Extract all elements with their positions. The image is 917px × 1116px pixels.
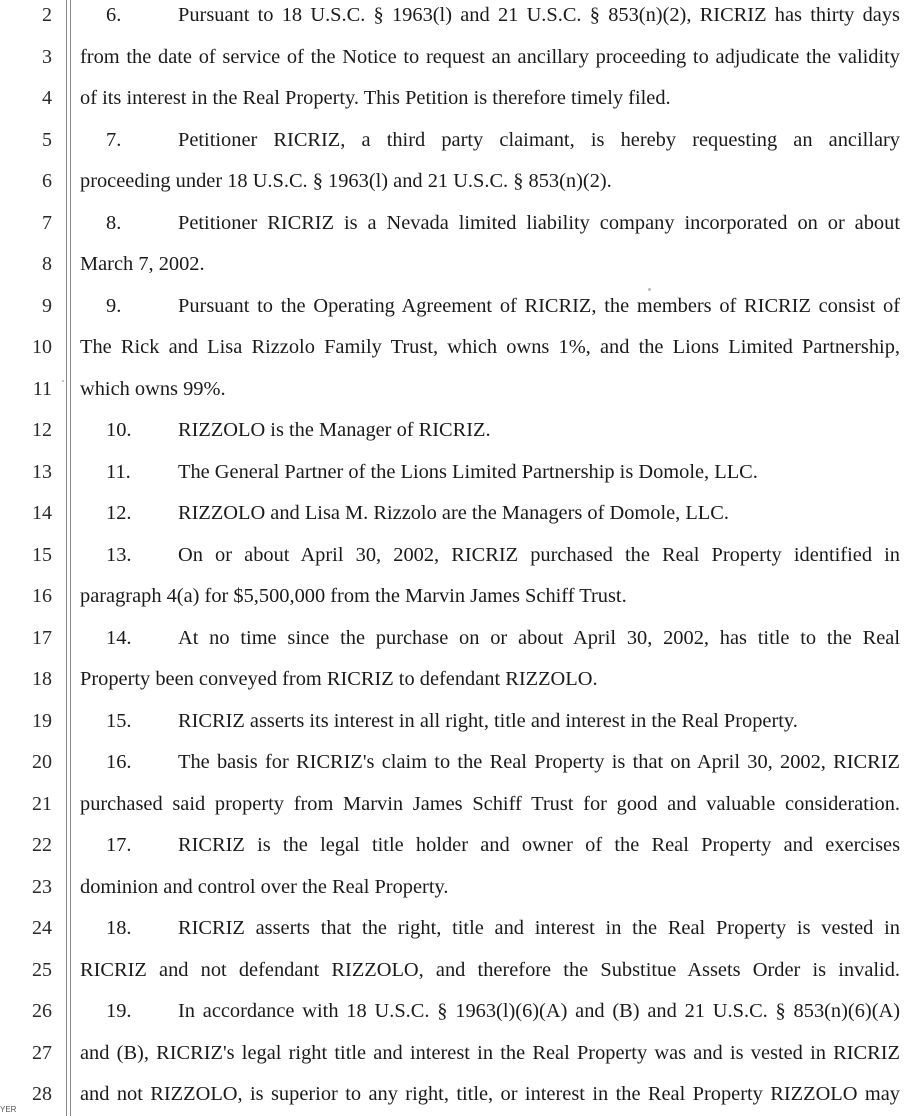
text-line: [80, 377, 900, 401]
line-text: The Rick and Lisa Rizzolo Family Trust, which owns 1%, and the Lions Limited Partnership,: [80, 336, 900, 358]
left-margin-rule-inner: [70, 0, 71, 1116]
line-number: 23: [32, 875, 52, 898]
text-line: [80, 626, 900, 650]
line-text: RICRIZ is the legal title holder and owner of the Real Property and exercises: [178, 834, 900, 856]
text-line: [80, 875, 900, 899]
paragraph-number: 15.: [106, 709, 132, 732]
line-text: which owns 99%.: [80, 377, 226, 400]
line-text: from the date of service of the Notice to request an ancillary proceeding to adjudicate the validity: [80, 45, 900, 68]
line-text: paragraph 4(a) for $5,500,000 from the Marvin James Schiff Trust.: [80, 585, 627, 607]
line-text: Property been conveyed from RICRIZ to defendant RIZZOLO.: [80, 668, 598, 690]
line-text: The basis for RICRIZ's claim to the Real Property is that on April 30, 2002, RICRIZ: [178, 751, 900, 773]
paragraph-number: 16.: [106, 751, 132, 773]
text-line: [80, 999, 900, 1023]
text-line: [80, 418, 900, 442]
text-line: [80, 667, 900, 691]
text-line: [80, 792, 900, 816]
line-number: 5: [42, 128, 52, 151]
paragraph-number: 8.: [106, 211, 122, 234]
line-number: 26: [32, 1000, 52, 1022]
line-text: Petitioner RICRIZ, a third party claimant, is hereby requesting an ancillary: [178, 128, 900, 151]
line-text: RIZZOLO and Lisa M. Rizzolo are the Managers of Domole, LLC.: [178, 502, 729, 524]
text-line: [80, 543, 900, 567]
line-text: RICRIZ asserts that the right, title and interest in the Real Property is vested in: [178, 917, 900, 939]
line-number: 24: [32, 917, 52, 939]
text-line: [80, 45, 900, 69]
line-number: 16: [32, 585, 52, 607]
line-text: Pursuant to 18 U.S.C. § 1963(l) and 21 U.S.C. § 853(n)(2), RICRIZ has thirty days: [178, 4, 900, 26]
line-number: 8: [42, 253, 52, 275]
line-number: 27: [32, 1041, 52, 1064]
line-text: RICRIZ and not defendant RIZZOLO, and therefore the Substitue Assets Order is invalid.: [80, 958, 900, 981]
text-line: [80, 3, 900, 27]
line-number: 25: [32, 958, 52, 981]
line-number: 17: [32, 626, 52, 649]
paragraph-number: 6.: [106, 4, 122, 26]
text-line: [80, 86, 900, 110]
paragraph-number: 17.: [106, 834, 132, 856]
line-number: 15: [32, 543, 52, 566]
text-line: [80, 1041, 900, 1065]
line-text: The General Partner of the Lions Limited Partnership is Domole, LLC.: [178, 460, 758, 483]
text-line: [80, 335, 900, 359]
paragraph-number: 12.: [106, 502, 132, 524]
text-line: [80, 252, 900, 276]
line-text: Pursuant to the Operating Agreement of RICRIZ, the members of RICRIZ consist of: [178, 294, 900, 317]
text-line: [80, 460, 900, 484]
paragraph-number: 14.: [106, 626, 132, 649]
line-text: RICRIZ asserts its interest in all right, title and interest in the Real Property.: [178, 709, 798, 732]
line-text: and not RIZZOLO, is superior to any right, title, or interest in the Real Property RIZZOLO may: [80, 1083, 900, 1105]
line-text: At no time since the purchase on or about April 30, 2002, has title to the Real: [178, 626, 900, 649]
line-text: RIZZOLO is the Manager of RICRIZ.: [178, 419, 491, 441]
text-line: [80, 916, 900, 940]
line-number: 7: [42, 211, 52, 234]
line-number: 3: [42, 45, 52, 68]
scan-speck: [648, 288, 651, 291]
line-text: of its interest in the Real Property. This Petition is therefore timely filed.: [80, 87, 671, 109]
footer-mark: YER: [0, 1105, 17, 1114]
line-text: proceeding under 18 U.S.C. § 1963(l) and 21 U.S.C. § 853(n)(2).: [80, 170, 612, 192]
text-line: [80, 958, 900, 982]
scan-speck: [62, 380, 64, 382]
line-number: 13: [32, 460, 52, 483]
line-number: 19: [32, 709, 52, 732]
line-number: 20: [32, 751, 52, 773]
line-text: Petitioner RICRIZ is a Nevada limited liability company incorporated on or about: [178, 211, 900, 234]
left-margin-rule: [66, 0, 67, 1116]
paragraph-number: 11.: [106, 460, 131, 483]
line-number: 10: [32, 336, 52, 358]
line-number: 4: [42, 87, 52, 109]
text-line: [80, 169, 900, 193]
line-number: 14: [32, 502, 52, 524]
line-text: and (B), RICRIZ's legal right title and interest in the Real Property was and is vested in RICRIZ: [80, 1041, 900, 1064]
line-number: 11: [32, 377, 52, 400]
line-text: March 7, 2002.: [80, 253, 205, 275]
line-text: On or about April 30, 2002, RICRIZ purchased the Real Property identified in: [178, 543, 900, 566]
line-text: dominion and control over the Real Property.: [80, 875, 449, 898]
text-line: [80, 128, 900, 152]
text-line: [80, 750, 900, 774]
line-number: 28: [32, 1083, 52, 1105]
text-line: [80, 501, 900, 525]
paragraph-number: 7.: [106, 128, 122, 151]
line-number: 6: [42, 170, 52, 192]
paragraph-number: 10.: [106, 419, 132, 441]
paragraph-number: 13.: [106, 543, 132, 566]
line-number: 18: [32, 668, 52, 690]
line-number: 2: [42, 4, 52, 26]
text-line: [80, 211, 900, 235]
line-text: purchased said property from Marvin James Schiff Trust for good and valuable consideration.: [80, 792, 900, 815]
line-text: In accordance with 18 U.S.C. § 1963(l)(6)(A) and (B) and 21 U.S.C. § 853(n)(6)(A): [178, 1000, 900, 1022]
line-number: 21: [32, 792, 52, 815]
text-line: [80, 833, 900, 857]
text-line: [80, 584, 900, 608]
text-line: [80, 294, 900, 318]
paragraph-number: 19.: [106, 1000, 132, 1022]
line-number: 12: [32, 419, 52, 441]
paragraph-number: 9.: [106, 294, 122, 317]
paragraph-number: 18.: [106, 917, 132, 939]
text-line: [80, 709, 900, 733]
line-number: 9: [42, 294, 52, 317]
line-number: 22: [32, 834, 52, 856]
text-line: [80, 1082, 900, 1106]
